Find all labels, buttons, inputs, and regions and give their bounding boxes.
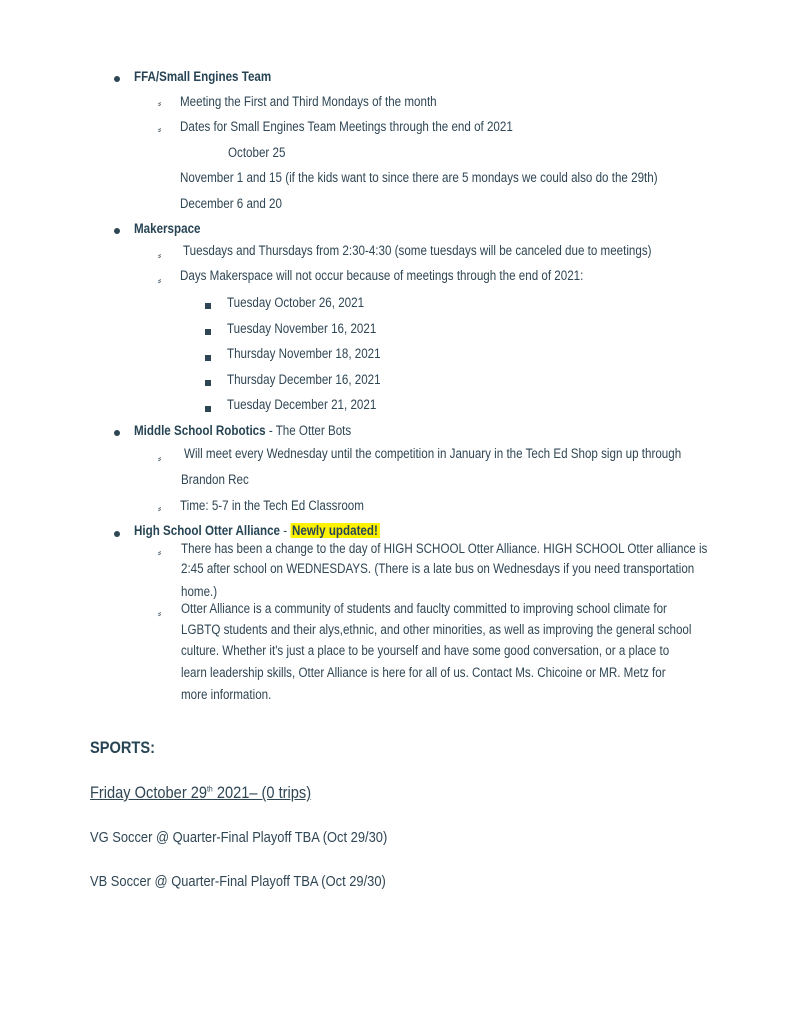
sports-event: VB Soccer @ Quarter-Final Playoff TBA (Oct 29/30) (90, 873, 386, 890)
section-title-alliance (134, 523, 380, 538)
newly-updated-badge: Newly updated! (292, 523, 378, 538)
paragraph-line: There has been a change to the day of HIGH SCHOOL Otter Alliance. HIGH SCHOOL Otter alliance is (181, 541, 708, 556)
sub-bullet-icon: ⸗ (158, 98, 162, 110)
sports-date-main: Friday October 29 (90, 783, 208, 802)
list-item: Thursday November 18, 2021 (227, 346, 381, 361)
sports-date-ordinal: th (207, 784, 213, 794)
bullet-icon (114, 76, 120, 82)
square-bullet-icon (205, 329, 211, 335)
paragraph-line: home.) (181, 584, 218, 599)
list-item: December 6 and 20 (180, 196, 282, 211)
section-title-ffa: FFA/Small Engines Team (134, 69, 272, 84)
robotics-subtitle: - The Otter Bots (265, 423, 352, 438)
robotics-title: Middle School Robotics (134, 423, 266, 438)
sub-bullet-icon: ⸗ (158, 124, 162, 136)
paragraph-line: more information. (181, 687, 272, 702)
section-title-makerspace: Makerspace (134, 221, 201, 236)
list-item: November 1 and 15 (if the kids want to since there are 5 mondays we could also do the 29th) (180, 170, 658, 185)
list-item: Tuesday November 16, 2021 (227, 321, 377, 336)
paragraph-line: learn leadership skills, Otter Alliance is here for all of us. Contact Ms. Chicoine or MR. Metz for (181, 665, 666, 680)
list-item: Tuesdays and Thursdays from 2:30-4:30 (some tuesdays will be canceled due to meetings) (183, 243, 652, 258)
sub-bullet-icon: ⸗ (158, 275, 162, 287)
sports-event: VG Soccer @ Quarter-Final Playoff TBA (Oct 29/30) (90, 829, 388, 846)
sports-heading: SPORTS: (90, 738, 155, 757)
paragraph-line: culture. Whether it's just a place to be yourself and have some good conversation, or a place to (181, 643, 670, 658)
paragraph-line: Otter Alliance is a community of students and fauclty committed to improving school climate for (181, 601, 667, 616)
bullet-icon (114, 228, 120, 234)
sub-bullet-icon: ⸗ (158, 503, 162, 515)
sub-bullet-icon: ⸗ (158, 453, 162, 465)
bullet-icon (114, 531, 120, 537)
square-bullet-icon (205, 380, 211, 386)
bullet-icon (114, 430, 120, 436)
sub-bullet-icon: ⸗ (158, 608, 162, 620)
list-item: Brandon Rec (181, 472, 249, 487)
list-item: Will meet every Wednesday until the competition in January in the Tech Ed Shop sign up through (184, 446, 682, 461)
list-item: October 25 (228, 145, 286, 160)
list-item: Tuesday December 21, 2021 (227, 397, 377, 412)
sports-date-heading (90, 783, 311, 803)
list-item: Thursday December 16, 2021 (227, 372, 381, 387)
alliance-dash: - (280, 523, 291, 538)
alliance-title: High School Otter Alliance (134, 523, 281, 538)
list-item: Tuesday October 26, 2021 (227, 295, 365, 310)
list-item: Meeting the First and Third Mondays of the month (180, 94, 437, 109)
sub-bullet-icon: ⸗ (158, 250, 162, 262)
list-item: Time: 5-7 in the Tech Ed Classroom (180, 498, 364, 513)
paragraph-line: LGBTQ students and their alys,ethnic, and other minorities, as well as improving the general school (181, 622, 692, 637)
square-bullet-icon (205, 406, 211, 412)
list-item: Days Makerspace will not occur because of meetings through the end of 2021: (180, 268, 584, 283)
square-bullet-icon (205, 355, 211, 361)
sub-bullet-icon: ⸗ (158, 547, 162, 559)
square-bullet-icon (205, 303, 211, 309)
paragraph-line: 2:45 after school on WEDNESDAYS. (There is a late bus on Wednesdays if you need transportation (181, 561, 695, 576)
section-title-robotics (134, 423, 351, 438)
list-item: Dates for Small Engines Team Meetings through the end of 2021 (180, 119, 513, 134)
sports-date-rest: 2021– (0 trips) (212, 783, 312, 802)
